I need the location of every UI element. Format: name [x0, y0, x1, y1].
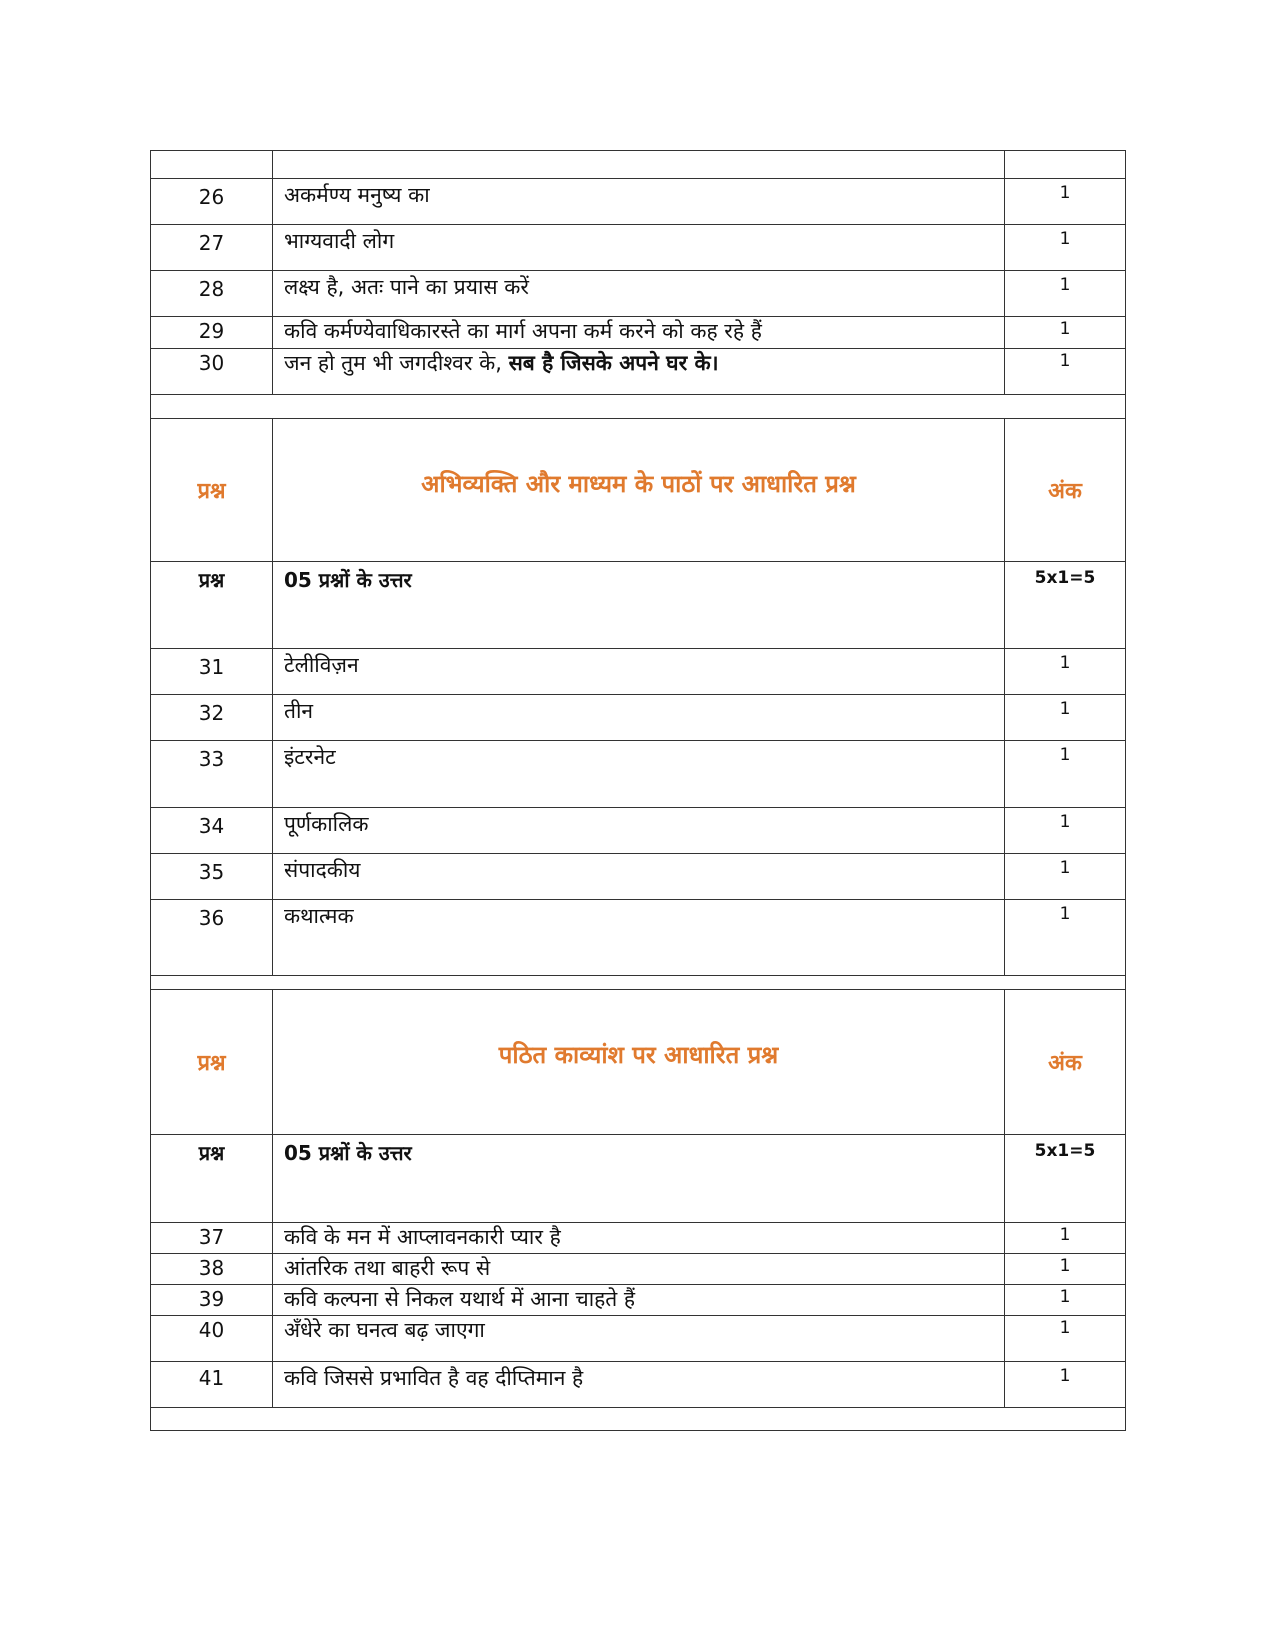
answer-text: संपादकीय	[272, 854, 1004, 899]
table-row	[150, 224, 1126, 270]
question-number: 41	[150, 1362, 272, 1407]
subheader-text: 05 प्रश्नों के उत्तर	[272, 1135, 1004, 1222]
answer-text: अँधेरे का घनत्व बढ़ जाएगा	[272, 1316, 1004, 1361]
marks-value: 1	[1004, 1285, 1126, 1315]
table-row	[150, 348, 1126, 394]
table-row	[150, 178, 1126, 224]
answer-text: तीन	[272, 695, 1004, 740]
section-header	[150, 989, 1126, 1134]
marks-value: 1	[1004, 695, 1126, 740]
table-row	[150, 694, 1126, 740]
empty-row	[150, 1407, 1126, 1431]
answer-text: इंटरनेट	[272, 741, 1004, 807]
marks-value: 1	[1004, 349, 1126, 394]
table-row	[150, 807, 1126, 853]
table-row	[150, 1361, 1126, 1407]
table-row	[150, 316, 1126, 348]
section-subheader	[150, 561, 1126, 648]
section-title: पठित काव्यांश पर आधारित प्रश्न	[272, 990, 1004, 1134]
subheader-label: प्रश्न	[150, 562, 272, 648]
answer-text: कवि कल्पना से निकल यथार्थ में आना चाहते हैं	[272, 1285, 1004, 1315]
marks-value: 1	[1004, 741, 1126, 807]
answer-text: पूर्णकालिक	[272, 808, 1004, 853]
table-row	[150, 270, 1126, 316]
subheader-marks: 5x1=5	[1004, 562, 1126, 648]
section-separator	[150, 975, 1126, 989]
table-row	[150, 1222, 1126, 1253]
question-number: 39	[150, 1285, 272, 1315]
answer-key-table	[150, 150, 1126, 1431]
answer-text: कथात्मक	[272, 900, 1004, 975]
question-number: 27	[150, 225, 272, 270]
column-header-question: प्रश्न	[150, 990, 272, 1134]
answer-text: आंतरिक तथा बाहरी रूप से	[272, 1254, 1004, 1284]
answer-text: कवि के मन में आप्लावनकारी प्यार है	[272, 1223, 1004, 1253]
answer-text: टेलीविज़न	[272, 649, 1004, 694]
answer-text: भाग्यवादी लोग	[272, 225, 1004, 270]
question-number: 40	[150, 1316, 272, 1361]
question-number: 36	[150, 900, 272, 975]
column-header-marks: अंक	[1004, 419, 1126, 561]
empty-row	[150, 150, 1126, 178]
question-number: 26	[150, 179, 272, 224]
answer-text: अकर्मण्य मनुष्य का	[272, 179, 1004, 224]
section-title: अभिव्यक्ति और माध्यम के पाठों पर आधारित प्रश्न	[272, 419, 1004, 561]
marks-value: 1	[1004, 900, 1126, 975]
section-header	[150, 418, 1126, 561]
question-number: 33	[150, 741, 272, 807]
marks-value: 1	[1004, 225, 1126, 270]
answer-text-plain: जन हो तुम भी जगदीश्वर के,	[284, 351, 509, 375]
question-number: 37	[150, 1223, 272, 1253]
section-separator	[150, 394, 1126, 418]
column-header-marks: अंक	[1004, 990, 1126, 1134]
question-number: 35	[150, 854, 272, 899]
question-number: 38	[150, 1254, 272, 1284]
table-row	[150, 1253, 1126, 1284]
section-subheader	[150, 1134, 1126, 1222]
question-number: 29	[150, 317, 272, 348]
marks-value: 1	[1004, 271, 1126, 316]
question-number: 28	[150, 271, 272, 316]
answer-text: कवि कर्मण्येवाधिकारस्ते का मार्ग अपना कर्म करने को कह रहे हैं	[272, 317, 1004, 348]
marks-value: 1	[1004, 179, 1126, 224]
table-row	[150, 740, 1126, 807]
marks-value: 1	[1004, 1362, 1126, 1407]
question-number: 34	[150, 808, 272, 853]
marks-value: 1	[1004, 317, 1126, 348]
table-row	[150, 1315, 1126, 1361]
column-header-question: प्रश्न	[150, 419, 272, 561]
answer-text: कवि जिससे प्रभावित है वह दीप्तिमान है	[272, 1362, 1004, 1407]
subheader-marks: 5x1=5	[1004, 1135, 1126, 1222]
table-row	[150, 1284, 1126, 1315]
marks-value: 1	[1004, 854, 1126, 899]
marks-value: 1	[1004, 1316, 1126, 1361]
table-row	[150, 853, 1126, 899]
table-row	[150, 899, 1126, 975]
table-row	[150, 648, 1126, 694]
answer-text-bold: सब है जिसके अपने घर के।	[508, 351, 719, 375]
marks-value: 1	[1004, 1254, 1126, 1284]
subheader-label: प्रश्न	[150, 1135, 272, 1222]
marks-value: 1	[1004, 1223, 1126, 1253]
subheader-text: 05 प्रश्नों के उत्तर	[272, 562, 1004, 648]
question-number: 30	[150, 349, 272, 394]
question-number: 31	[150, 649, 272, 694]
answer-text: लक्ष्य है, अतः पाने का प्रयास करें	[272, 271, 1004, 316]
answer-text	[272, 349, 1004, 394]
question-number: 32	[150, 695, 272, 740]
marks-value: 1	[1004, 649, 1126, 694]
marks-value: 1	[1004, 808, 1126, 853]
